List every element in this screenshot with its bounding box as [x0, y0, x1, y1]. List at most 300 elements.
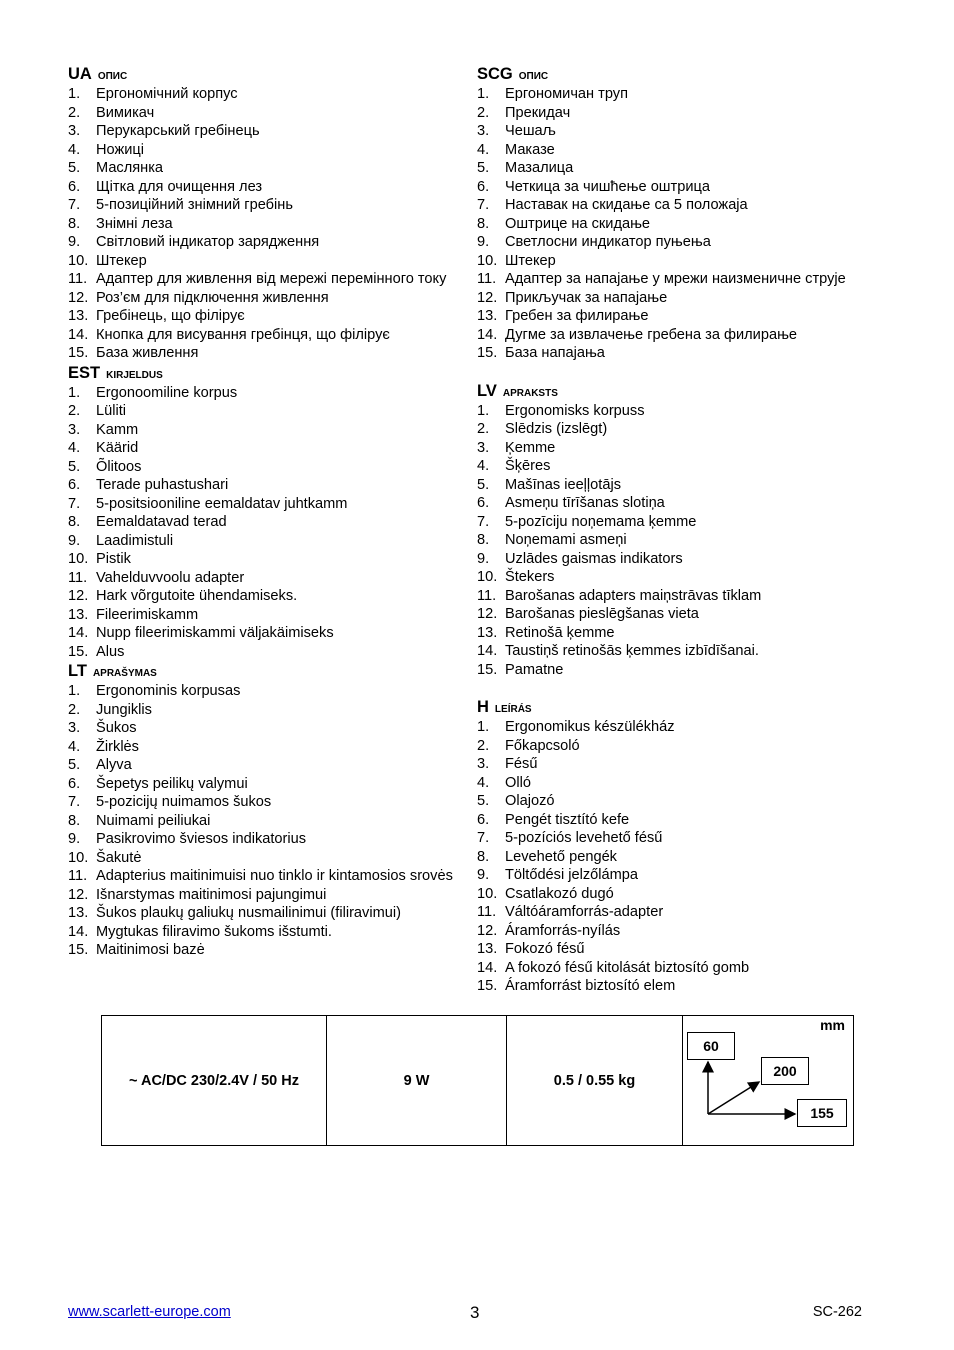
list-item-text: Alus	[96, 643, 125, 660]
list-item-text: Наставак на скидање са 5 положаја	[505, 197, 748, 213]
list-item-text: Четкица за чишћење оштрица	[505, 178, 710, 195]
list-item	[477, 252, 887, 271]
list-item-text: Váltóáramforrás-adapter	[505, 904, 664, 920]
list-item-number: 14.	[477, 326, 498, 343]
list-item	[68, 344, 460, 363]
list-item-number: 9.	[68, 532, 81, 549]
list-item-text: Šukos	[96, 720, 137, 736]
list-item-text: Uzlādes gaismas indikators	[505, 550, 683, 567]
list-item-text: Főkapcsoló	[505, 737, 580, 754]
list-item-number: 8.	[68, 812, 81, 829]
list-item-text: Знімні леза	[96, 215, 173, 232]
list-item	[68, 141, 460, 160]
list-item-number: 1.	[68, 683, 81, 699]
list-item-text: Alyva	[96, 757, 132, 773]
model-code: SC-262	[812, 1304, 862, 1320]
list-item-text: Дугме за извлачење гребена за филирање	[505, 326, 798, 343]
section-title: aprašymas	[92, 663, 157, 679]
list-item	[68, 289, 460, 308]
list-item-text: 5-pozīciju noņemama ķemme	[505, 513, 697, 530]
section-language-code: H	[477, 698, 489, 716]
list-item-text: Ergonoomiline korpus	[96, 384, 238, 401]
list-item-text: 5-positsiooniline eemaldatav juhtkamm	[96, 495, 348, 512]
list-item	[68, 178, 460, 197]
list-item-number: 4.	[477, 458, 490, 474]
list-item-number: 2.	[477, 421, 490, 437]
list-item-text: Csatlakozó dugó	[505, 885, 614, 902]
list-item-number: 12.	[68, 886, 89, 903]
list-item-number: 11.	[477, 587, 497, 604]
list-item-text: Гребен за филирање	[505, 308, 649, 324]
dimension-unit: mm	[820, 1017, 845, 1033]
list-item	[68, 270, 460, 289]
list-item-text: Мазалица	[505, 160, 574, 176]
list-item-text: Žirklės	[96, 738, 139, 755]
list-item	[68, 307, 460, 326]
list-item-number: 7.	[68, 495, 81, 512]
website-link[interactable]: www.scarlett-europe.com	[68, 1304, 231, 1320]
list-item	[477, 457, 887, 476]
list-item-number: 4.	[477, 141, 490, 158]
list-item	[68, 233, 460, 252]
list-item-text: Ķemme	[505, 439, 556, 456]
list-item	[68, 215, 460, 234]
list-item-text: Ножиці	[96, 141, 145, 158]
spec-table	[101, 1015, 854, 1146]
list-item-number: 2.	[477, 104, 490, 121]
list-item-text: Ergonominis korpusas	[96, 683, 241, 699]
list-item-text: Štekers	[505, 569, 555, 585]
section-heading	[477, 64, 887, 85]
list-item-text: Прикључак за напајање	[505, 289, 668, 306]
list-item-text: Адаптер для живлення від мережі перемінного току	[96, 271, 447, 287]
left-column	[68, 64, 460, 960]
list-item-text: Pamatne	[505, 661, 564, 678]
list-item-number: 10.	[477, 252, 498, 269]
list-item-text: Кнопка для висування гребінця, що філірує	[96, 326, 390, 343]
list-item-number: 7.	[68, 794, 81, 810]
list-item-number: 2.	[68, 104, 81, 121]
list-item	[477, 811, 887, 830]
list-item-number: 11.	[477, 904, 497, 920]
list-item-number: 14.	[68, 923, 89, 940]
list-item-number: 6.	[68, 178, 81, 195]
list-item	[477, 903, 887, 922]
list-item-number: 9.	[68, 234, 81, 250]
list-item-number: 1.	[68, 86, 81, 102]
list-item-text: Світловий індикатор зарядження	[96, 234, 320, 250]
list-item	[68, 886, 460, 905]
list-item	[477, 402, 887, 421]
list-item-text: Прекидач	[505, 104, 571, 121]
list-item-number: 9.	[477, 234, 490, 250]
list-item	[477, 531, 887, 550]
list-item-number: 9.	[477, 550, 490, 567]
list-item-number: 14.	[477, 643, 498, 659]
list-item	[477, 737, 887, 756]
list-item-text: Šukos plaukų galiukų nusmailinimui (filiravimui)	[96, 905, 401, 921]
list-item	[68, 550, 460, 569]
list-item-text: Fésű	[505, 756, 538, 772]
list-item-number: 10.	[477, 569, 498, 585]
dimension-width: 155	[797, 1099, 847, 1127]
list-item-text: Áramforrást biztosító elem	[505, 978, 676, 994]
list-item-number: 9.	[477, 867, 490, 883]
list-item-text: База напајања	[505, 345, 605, 361]
list-item-text: Оштрице на скидање	[505, 215, 651, 232]
list-item	[68, 682, 460, 701]
list-item-number: 10.	[68, 551, 89, 567]
list-item-text: Slēdzis (izslēgt)	[505, 421, 608, 437]
list-item-number: 13.	[68, 606, 89, 623]
list-item-number: 15.	[68, 942, 89, 958]
list-item-text: Išnarstymas maitinimosi pajungimui	[96, 886, 327, 903]
list-item-number: 13.	[68, 905, 89, 921]
list-item-text: Õlitoos	[96, 458, 142, 475]
list-item-text: Barošanas pieslēgšanas vieta	[505, 606, 699, 622]
section-language-code: LT	[68, 662, 87, 680]
list-item-text: A fokozó fésű kitolását biztosító gomb	[505, 959, 750, 976]
list-item-text: Hark võrgutoite ühendamiseks.	[96, 588, 298, 604]
list-item-number: 15.	[477, 661, 498, 678]
page-number: 3	[470, 1303, 480, 1322]
list-item-text: Kamm	[96, 421, 139, 438]
list-item	[477, 605, 887, 624]
section-title: опис	[518, 66, 549, 82]
list-item-number: 6.	[477, 811, 490, 828]
list-item	[477, 141, 887, 160]
list-item-text: Barošanas adapters maiņstrāvas tīklam	[505, 587, 762, 604]
list-item-text: Šakutė	[96, 849, 142, 866]
list-item	[68, 421, 460, 440]
list-item	[477, 439, 887, 458]
list-item-text: Noņemami asmeņi	[505, 532, 627, 548]
list-item	[477, 885, 887, 904]
list-item-number: 7.	[68, 197, 81, 213]
list-item	[68, 569, 460, 588]
list-item-number: 8.	[477, 215, 490, 232]
list-item-text: Retinošā ķemme	[505, 624, 615, 641]
list-item-number: 6.	[68, 477, 81, 493]
list-item	[477, 307, 887, 326]
list-item-number: 12.	[477, 922, 498, 939]
list-item-number: 7.	[477, 513, 490, 530]
list-item-text: Laadimistuli	[96, 532, 174, 549]
list-item-text: Töltődési jelzőlámpa	[505, 867, 639, 883]
list-item-number: 5.	[477, 160, 490, 176]
list-item	[68, 923, 460, 942]
list-item-number: 5.	[68, 160, 81, 176]
list-item-number: 10.	[477, 885, 498, 902]
section-title: kirjeldus	[106, 364, 163, 381]
spec-dimensions	[683, 1016, 854, 1146]
list-item	[68, 532, 460, 551]
list-item-text: Asmeņu tīrīšanas slotiņa	[505, 495, 665, 511]
section-language-code: UA	[68, 65, 92, 83]
list-item-text: Áramforrás-nyílás	[505, 922, 621, 939]
list-item-text: Levehető pengék	[505, 848, 617, 865]
list-item	[68, 719, 460, 738]
list-item	[477, 866, 887, 885]
list-item	[477, 159, 887, 178]
list-item	[68, 793, 460, 812]
dimension-height: 60	[687, 1032, 735, 1060]
list-item	[477, 270, 887, 289]
list-item-text: Ergonomisks korpuss	[505, 402, 645, 419]
list-item	[477, 215, 887, 234]
list-item-number: 13.	[477, 624, 498, 641]
list-item-text: Адаптер за напајање у мрежи наизменичне струје	[505, 271, 846, 287]
list-item-number: 3.	[477, 123, 490, 139]
section-heading	[68, 64, 460, 85]
section-language-code: EST	[68, 363, 101, 382]
list-item-number: 6.	[68, 775, 81, 792]
list-item-text: Pasikrovimo šviesos indikatorius	[96, 831, 307, 847]
list-item-text: Вимикач	[96, 104, 155, 121]
list-item-text: Pengét tisztító kefe	[505, 811, 630, 828]
list-item-number: 1.	[477, 402, 490, 419]
list-item-text: Штекер	[96, 252, 147, 269]
list-item	[68, 606, 460, 625]
section-heading	[68, 363, 460, 384]
list-item-text: Ергономічний корпус	[96, 86, 238, 102]
list-item	[477, 661, 887, 680]
list-item-number: 2.	[68, 701, 81, 718]
list-item-number: 3.	[68, 720, 81, 736]
list-item-number: 2.	[477, 737, 490, 754]
list-item-text: Ергономичан труп	[505, 86, 628, 102]
list-item	[477, 959, 887, 978]
list-item-text: Перукарський гребінець	[96, 123, 260, 139]
section-title: leírás	[494, 699, 532, 715]
list-item	[477, 122, 887, 141]
list-item	[477, 829, 887, 848]
list-item	[68, 439, 460, 458]
list-item	[68, 384, 460, 403]
list-item-number: 6.	[477, 495, 490, 511]
list-item-number: 4.	[68, 738, 81, 755]
list-item-text: 5-позиційний знімний гребінь	[96, 197, 293, 213]
list-item-number: 5.	[477, 476, 490, 493]
list-item-text: Adapterius maitinimuisi nuo tinklo ir kintamosios srovės	[96, 868, 453, 884]
list-item-number: 8.	[68, 215, 81, 232]
list-item-text: База живлення	[96, 345, 199, 361]
list-item-text: Käärid	[96, 440, 139, 456]
list-item	[477, 178, 887, 197]
list-item	[68, 587, 460, 606]
list-item-text: Nupp fileerimiskammi väljakäimiseks	[96, 625, 334, 641]
list-item	[68, 701, 460, 720]
list-item	[68, 775, 460, 794]
list-item-number: 9.	[68, 831, 81, 847]
list-item	[477, 718, 887, 737]
list-item	[68, 867, 460, 886]
list-item-text: Šepetys peilikų valymui	[96, 775, 248, 792]
list-item-text: Fileerimiskamm	[96, 606, 199, 623]
list-item-text: Pistik	[96, 551, 131, 567]
section-heading	[477, 381, 887, 402]
section-heading	[68, 661, 460, 682]
list-item-text: Светлосни индикатор пуњења	[505, 234, 711, 250]
list-item	[477, 420, 887, 439]
list-item-text: 5-pozíciós levehető fésű	[505, 830, 663, 846]
list-item	[68, 624, 460, 643]
list-item-number: 4.	[477, 774, 490, 791]
list-item-text: Vahelduvvoolu adapter	[96, 569, 245, 586]
list-item	[68, 104, 460, 123]
spec-power-supply: ~ AC/DC 230/2.4V / 50 Hz	[102, 1016, 327, 1146]
list-item-number: 11.	[477, 271, 497, 287]
section-gap	[477, 363, 887, 381]
list-item	[68, 85, 460, 104]
list-item-text: Nuimami peiliukai	[96, 812, 211, 829]
list-item	[477, 476, 887, 495]
list-item	[477, 922, 887, 941]
list-item-number: 3.	[477, 756, 490, 772]
section-title: опис	[97, 66, 128, 82]
section-heading	[477, 697, 887, 718]
list-item-number: 12.	[68, 588, 89, 604]
list-item	[477, 289, 887, 308]
list-item	[68, 122, 460, 141]
list-item	[68, 830, 460, 849]
list-item-text: Mašīnas ieeļļotājs	[505, 476, 621, 493]
list-item-number: 5.	[477, 793, 490, 809]
list-item	[68, 849, 460, 868]
list-item-number: 12.	[477, 289, 498, 306]
list-item	[477, 344, 887, 363]
list-item-number: 4.	[68, 141, 81, 158]
list-item-number: 8.	[68, 514, 81, 530]
list-item-number: 14.	[68, 326, 89, 343]
list-item	[477, 85, 887, 104]
list-item-text: Terade puhastushari	[96, 477, 229, 493]
list-item-number: 5.	[68, 458, 81, 475]
list-item	[68, 402, 460, 421]
spec-weight: 0.5 / 0.55 kg	[507, 1016, 683, 1146]
list-item-number: 5.	[68, 757, 81, 773]
list-item-number: 3.	[68, 421, 81, 438]
section-gap	[477, 679, 887, 697]
list-item-number: 8.	[477, 532, 490, 548]
list-item	[477, 513, 887, 532]
list-item-text: Маказе	[505, 141, 555, 158]
list-item-text: Eemaldatavad terad	[96, 514, 227, 530]
list-item	[477, 792, 887, 811]
list-item-number: 3.	[68, 123, 81, 139]
list-item-text: Fokozó fésű	[505, 941, 585, 957]
list-item	[477, 977, 887, 996]
list-item-text: Щітка для очищення лез	[96, 178, 263, 195]
dimension-length: 200	[761, 1057, 809, 1085]
list-item-number: 8.	[477, 848, 490, 865]
list-item-number: 6.	[477, 178, 490, 195]
list-item	[477, 494, 887, 513]
list-item-number: 15.	[68, 345, 89, 361]
list-item-number: 11.	[68, 271, 88, 287]
list-item	[68, 196, 460, 215]
list-item	[68, 476, 460, 495]
list-item-number: 15.	[68, 643, 89, 660]
list-item	[477, 233, 887, 252]
list-item	[68, 513, 460, 532]
list-item	[68, 756, 460, 775]
list-item-text: Маслянка	[96, 160, 164, 176]
list-item-text: Ergonomikus készülékház	[505, 719, 675, 735]
list-item-text: Роз’єм для підключення живлення	[96, 289, 329, 306]
list-item	[68, 159, 460, 178]
list-item-text: Jungiklis	[96, 701, 152, 718]
list-item-number: 2.	[68, 403, 81, 419]
list-item	[477, 624, 887, 643]
list-item-text: Maitinimosi bazė	[96, 942, 205, 958]
list-item	[477, 196, 887, 215]
list-item-number: 13.	[477, 308, 498, 324]
list-item-text: Mygtukas filiravimo šukoms išstumti.	[96, 923, 332, 940]
section-title: apraksts	[502, 382, 558, 399]
list-item-number: 11.	[68, 868, 88, 884]
list-item-number: 4.	[68, 440, 81, 456]
list-item	[477, 940, 887, 959]
list-item-text: Olló	[505, 774, 531, 791]
list-item-text: Чешаљ	[505, 123, 556, 139]
list-item-number: 10.	[68, 849, 89, 866]
list-item-number: 12.	[477, 606, 498, 622]
list-item-number: 15.	[477, 345, 498, 361]
list-item	[68, 326, 460, 345]
list-item	[477, 550, 887, 569]
list-item	[68, 812, 460, 831]
list-item-text: Штекер	[505, 252, 556, 269]
list-item	[68, 941, 460, 960]
list-item	[68, 252, 460, 271]
list-item-number: 13.	[68, 308, 89, 324]
list-item-number: 10.	[68, 252, 89, 269]
list-item-text: Šķēres	[505, 458, 551, 474]
section-language-code: SCG	[477, 65, 513, 83]
list-item	[68, 458, 460, 477]
list-item-number: 13.	[477, 941, 498, 957]
list-item-text: Taustiņš retinošās ķemmes izbīdīšanai.	[505, 643, 759, 659]
list-item-number: 3.	[477, 439, 490, 456]
spec-power: 9 W	[327, 1016, 507, 1146]
list-item-number: 1.	[477, 719, 490, 735]
list-item-number: 11.	[68, 569, 88, 586]
section-language-code: LV	[477, 381, 497, 400]
list-item	[68, 738, 460, 757]
list-item	[477, 104, 887, 123]
list-item	[477, 568, 887, 587]
list-item	[477, 774, 887, 793]
list-item-text: Гребінець, що філірує	[96, 308, 245, 324]
list-item	[68, 643, 460, 662]
list-item	[68, 904, 460, 923]
list-item	[477, 755, 887, 774]
list-item-text: Lüliti	[96, 403, 127, 419]
list-item-number: 1.	[477, 86, 490, 102]
list-item-number: 7.	[477, 197, 490, 213]
list-item-number: 7.	[477, 830, 490, 846]
list-item	[477, 642, 887, 661]
list-item	[477, 848, 887, 867]
list-item	[68, 495, 460, 514]
list-item	[477, 326, 887, 345]
list-item	[477, 587, 887, 606]
list-item-number: 12.	[68, 289, 89, 306]
list-item-number: 1.	[68, 384, 81, 401]
list-item-number: 15.	[477, 978, 498, 994]
list-item-number: 14.	[68, 625, 89, 641]
